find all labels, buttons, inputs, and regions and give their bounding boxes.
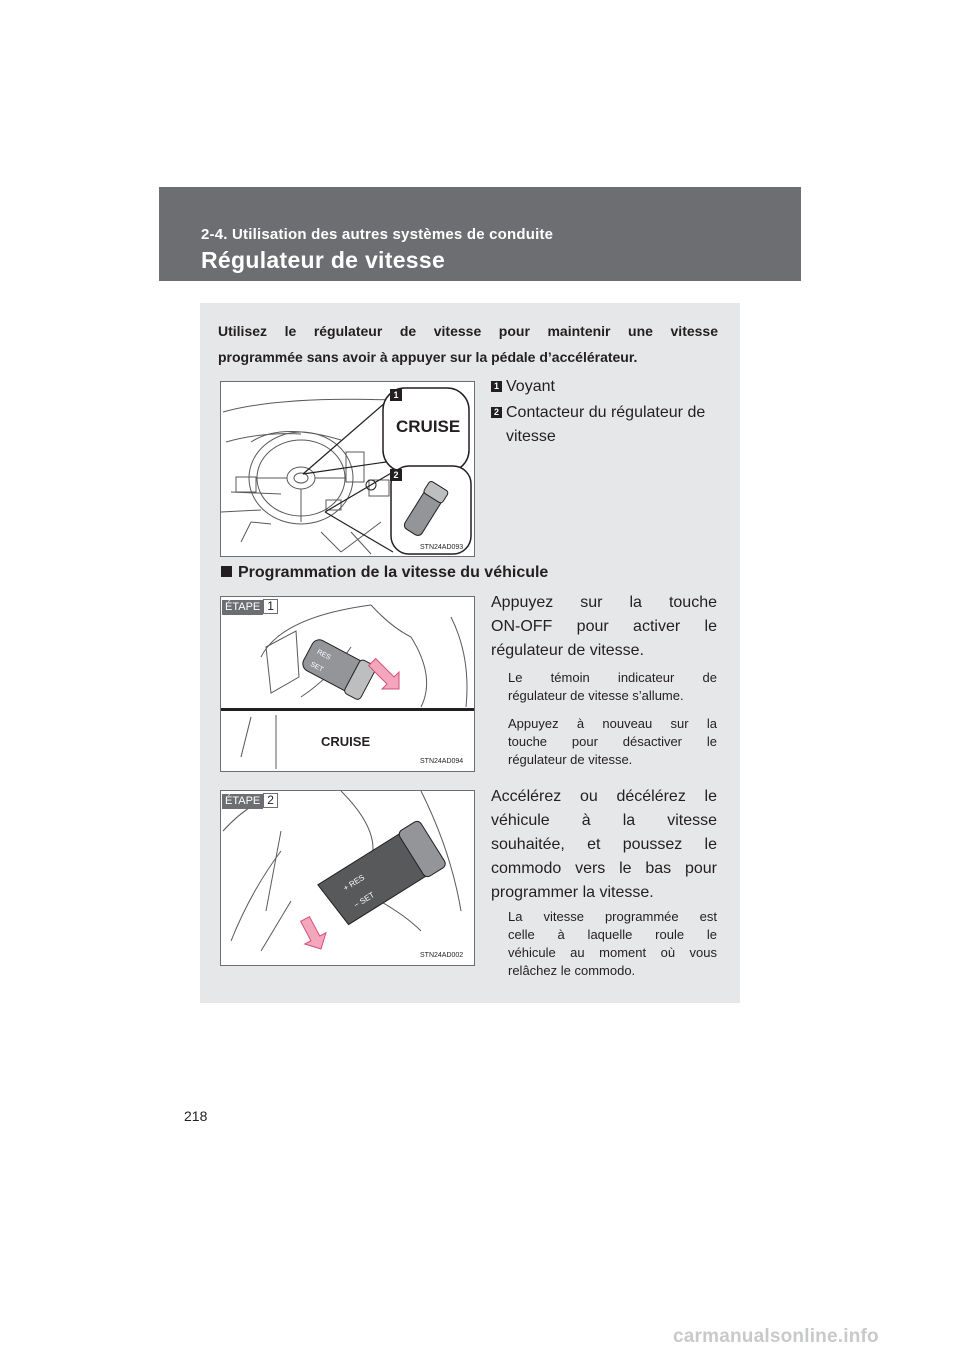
note-line: régulateur de vitesse s’allume.: [508, 688, 684, 703]
step1-note1: [508, 669, 717, 705]
svg-text:− SET: − SET: [352, 890, 377, 910]
figure-code-3: STN24AD002: [420, 952, 464, 959]
cruise-indicator-text-2: CRUISE: [321, 734, 371, 749]
step2-number: 2: [263, 793, 278, 808]
step2-note: [508, 908, 717, 980]
intro-line-2: programmée sans avoir à appuyer sur la pédale d’accélérateur.: [218, 349, 638, 365]
dashboard-figure: [220, 381, 475, 557]
svg-text:SET: SET: [308, 661, 325, 674]
note-line: relâchez le commodo.: [508, 963, 636, 978]
note-line: touche pour désactiver le: [508, 734, 717, 749]
step2-text: [491, 785, 717, 905]
step2-badge: [222, 793, 278, 808]
page-title: Régulateur de vitesse: [201, 247, 446, 273]
svg-text:+ RES: + RES: [341, 872, 367, 893]
step2-text-line: programmer la vitesse.: [491, 884, 654, 901]
legend-item-1: [491, 375, 555, 399]
intro-text: [218, 318, 718, 370]
legend-badge-2: 2: [491, 407, 502, 418]
step2-text-line: souhaitée, et poussez le: [491, 836, 717, 853]
chapter-header: [159, 187, 801, 281]
callout-badge-1: 1: [390, 389, 402, 401]
section-heading: [221, 564, 548, 582]
figure-code-1: STN24AD093: [420, 544, 464, 551]
step1-badge: [222, 599, 278, 614]
legend-text-2a: Contacteur du régulateur de: [506, 404, 706, 421]
step1-figure: [220, 596, 475, 772]
square-bullet-icon: [221, 566, 232, 577]
step1-label: ÉTAPE: [222, 600, 263, 615]
dashboard-illustration: [221, 382, 474, 556]
callout-badge-2: 2: [390, 469, 402, 481]
cruise-indicator-text: CRUISE: [396, 417, 461, 436]
legend-badge-1: 1: [491, 381, 502, 392]
step1-text-line: régulateur de vitesse.: [491, 642, 644, 659]
svg-text:RES: RES: [315, 648, 332, 662]
note-line: Appuyez à nouveau sur la: [508, 716, 717, 731]
watermark-text: carmanualsonline.info: [673, 1326, 879, 1347]
legend-text-2b: vitesse: [506, 428, 556, 445]
step2-illustration: [221, 791, 474, 965]
step1-text-line: ON-OFF pour activer le: [491, 618, 717, 635]
step1-text: [491, 591, 717, 663]
step1-illustration: [221, 597, 474, 771]
intro-line-1: Utilisez le régulateur de vitesse pour maintenir une vitesse: [218, 323, 718, 339]
note-line: celle à laquelle roule le: [508, 927, 717, 942]
note-line: Le témoin indicateur de: [508, 670, 717, 685]
legend-item-2: [491, 401, 721, 449]
step2-text-line: commodo vers le bas pour: [491, 860, 717, 877]
step1-text-line: Appuyez sur la touche: [491, 594, 717, 611]
step2-figure: [220, 790, 475, 966]
section-heading-text: Programmation de la vitesse du véhicule: [238, 564, 549, 581]
legend-text-1: Voyant: [506, 378, 555, 395]
section-title: 2-4. Utilisation des autres systèmes de conduite: [201, 226, 554, 243]
step2-label: ÉTAPE: [222, 794, 263, 809]
note-line: La vitesse programmée est: [508, 909, 717, 924]
note-line: véhicule au moment où vous: [508, 945, 717, 960]
page-number: 218: [184, 1108, 208, 1124]
step2-text-line: véhicule à la vitesse: [491, 812, 717, 829]
figure-code-2: STN24AD094: [420, 758, 464, 765]
step2-text-line: Accélérez ou décélérez le: [491, 788, 717, 805]
step1-note2: [508, 715, 717, 769]
step1-number: 1: [263, 599, 278, 614]
note-line: régulateur de vitesse.: [508, 752, 633, 767]
